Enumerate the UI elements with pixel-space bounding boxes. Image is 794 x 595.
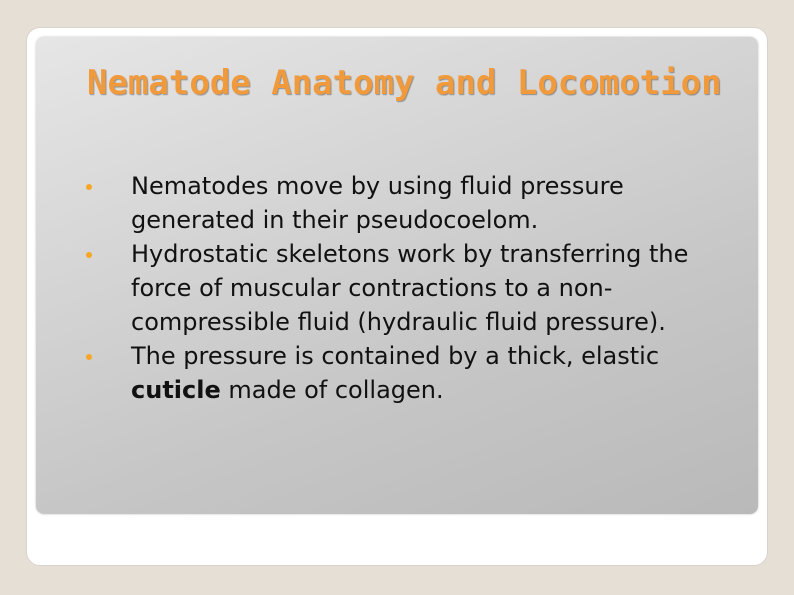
- bullet-text-after: made of collagen.: [220, 376, 444, 404]
- bullet-item: [86, 169, 746, 237]
- bullet-dot-icon: [86, 184, 92, 190]
- bullet-text: [131, 342, 659, 404]
- slide-title: Nematode Anatomy and Locomotion: [87, 63, 722, 103]
- bullet-list: [86, 169, 746, 407]
- bullet-item: [86, 237, 746, 339]
- bullet-text-before: The pressure is contained by a thick, elastic: [131, 342, 660, 370]
- bullet-item: [86, 339, 746, 407]
- bullet-text: Hydrostatic skeletons work by transferring the force of muscular contractions to a non-compressible fluid (hydraulic fluid pressure).: [131, 240, 689, 336]
- bullet-text: Nematodes move by using fluid pressure generated in their pseudocoelom.: [131, 172, 624, 234]
- bullet-dot-icon: [86, 252, 92, 258]
- bullet-dot-icon: [86, 354, 92, 360]
- bold-term: cuticle: [131, 376, 221, 404]
